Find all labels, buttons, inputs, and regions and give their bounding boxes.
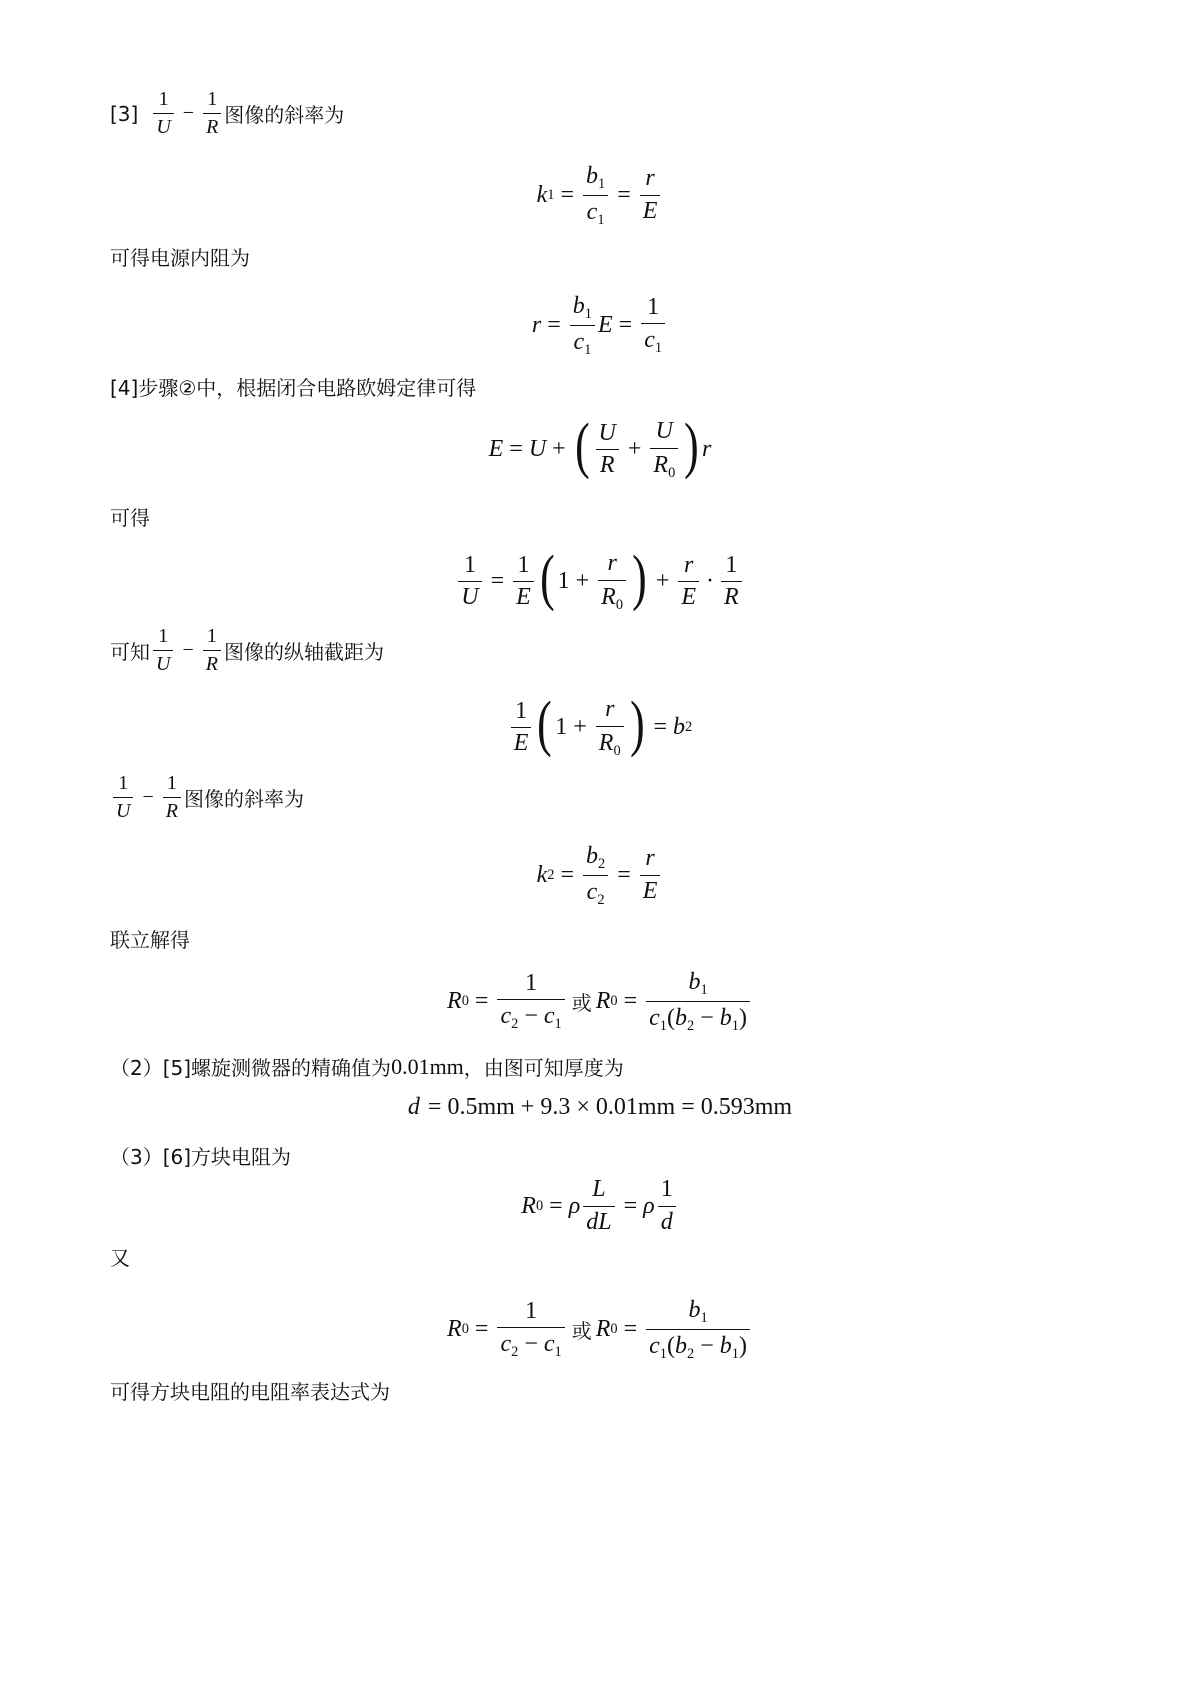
step3-text: 图像的斜率为 [224, 103, 345, 127]
line-resistivity: 可得方块电阻的电阻率表达式为 [110, 1380, 390, 1404]
line-internal-resistance: 可得电源内阻为 [110, 246, 250, 270]
equation-intercept-b2: $\frac{1}{E}$ ( 1 + $\frac{r}{R_0}$ ) = b 2 [0, 696, 1200, 759]
line-also: 又 [110, 1246, 130, 1270]
equation-r: r = $\frac{b_1}{c_1}$ E = $\frac{1}{c_1}$ [0, 292, 1200, 358]
equation-r0-first: R 0 = $\frac{1}{c_2 - c_1}$ 或 R 0 = $\frac{b_1}{c_1(b_2 - b_1)}$ [0, 968, 1200, 1034]
equation-r0-rho: R 0 = ρ $\frac{L}{dL}$ = ρ $\frac{1}{d}$ [0, 1176, 1200, 1236]
inline-formula-1u-1r-3: $\frac{1}{U}$ − $\frac{1}{R}$ [110, 772, 184, 823]
equation-reciprocal-u: $\frac{1}{U}$ = $\frac{1}{E}$ ( 1 + $\frac{r}{R_0}$ ) + $\frac{r}{E}$ · $\frac{1}{R}$ [0, 550, 1200, 613]
inline-formula-1u-1r: $\frac{1}{U}$ − $\frac{1}{R}$ [150, 88, 224, 139]
line-therefore: 可得 [110, 506, 150, 530]
equation-thickness: d = 0.5mm + 9.3 × 0.01mm = 0.593mm [407, 1094, 793, 1120]
line-step3-slope [110, 88, 344, 139]
equation-ohm-law: E = U + ( $\frac{U}{R}$ + $\frac{U}{R_0}$ ) r [488, 411, 712, 481]
line-intercept: 可知 $\frac{1}{U}$ − $\frac{1}{R}$ 图像的纵轴截距为 [110, 625, 384, 675]
line-step4: [4]步骤②中，根据闭合电路欧姆定律可得 [110, 376, 477, 400]
line-slope-2: $\frac{1}{U}$ − $\frac{1}{R}$ 图像的斜率为 [110, 772, 304, 823]
equation-k1: k 1 = $\frac{b_1}{c_1}$ = $\frac{r}{E}$ [0, 162, 1200, 228]
line-micrometer: （2）[5]螺旋测微器的精确值为 0.01mm ，由图可知厚度为 [110, 1053, 624, 1080]
inline-formula-1u-1r-2: $\frac{1}{U}$ − $\frac{1}{R}$ [150, 625, 224, 676]
line-solve: 联立解得 [110, 928, 190, 952]
equation-k2: k 2 = $\frac{b_2}{c_2}$ = $\frac{r}{E}$ [0, 842, 1200, 908]
line-square-resistance: （3）[6]方块电阻为 [110, 1145, 292, 1169]
step3-tag: [3] [110, 101, 139, 126]
equation-r0-second: R 0 = $\frac{1}{c_2 - c_1}$ 或 R 0 = $\frac{b_1}{c_1(b_2 - b_1)}$ [0, 1296, 1200, 1362]
